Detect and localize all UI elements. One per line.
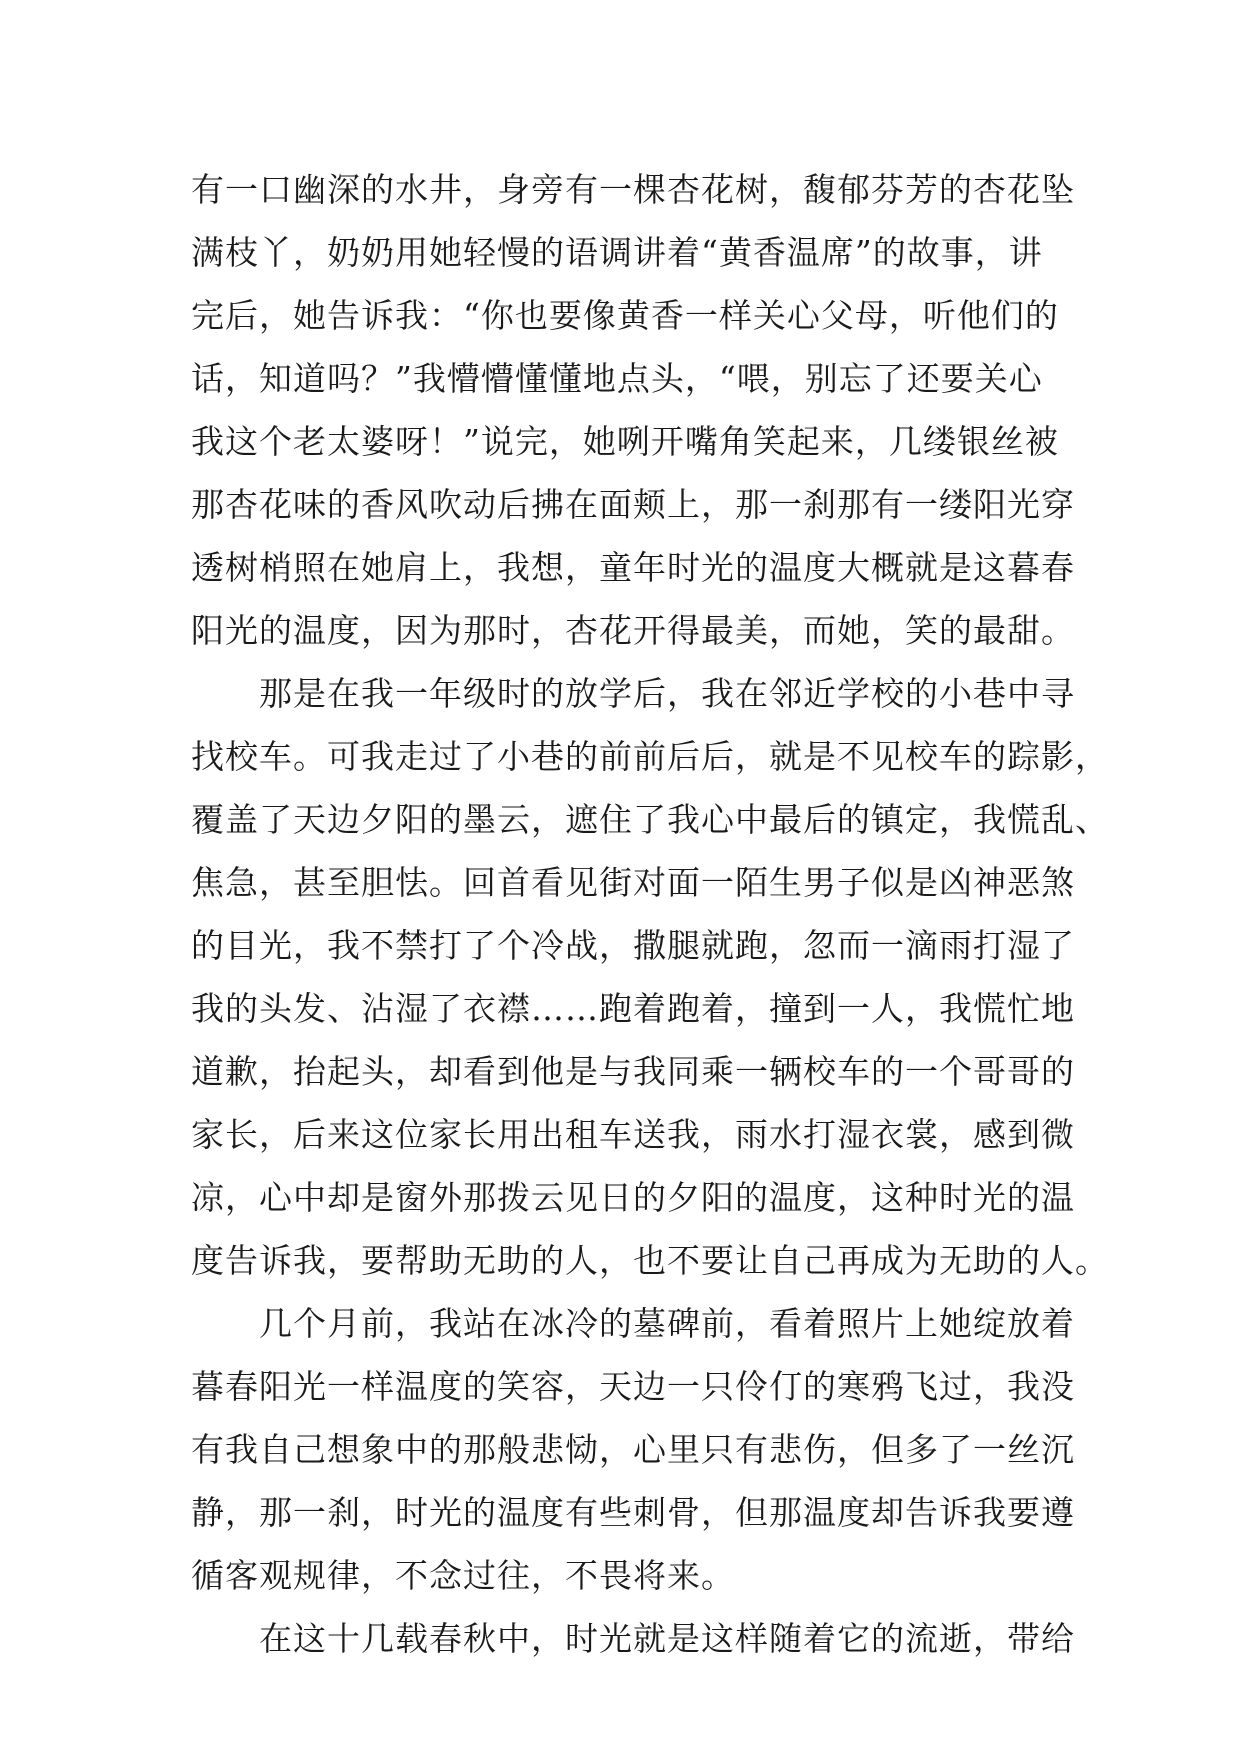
text-line: 度告诉我，要帮助无助的人，也不要让自己再成为无助的人。 xyxy=(191,1241,1109,1280)
text-line: 静，那一刹，时光的温度有些刺骨，但那温度却告诉我要遵 xyxy=(191,1493,1075,1532)
text-line: 完后，她告诉我：“你也要像黄香一样关心父母，听他们的 xyxy=(191,296,1059,335)
text-line: 有我自己想象中的那般悲恸，心里只有悲伤，但多了一丝沉 xyxy=(191,1430,1075,1469)
text-line: 在这十几载春秋中，时光就是这样随着它的流逝，带给 xyxy=(191,1619,1075,1658)
text-line: 透树梢照在她肩上，我想，童年时光的温度大概就是这暮春 xyxy=(191,548,1075,587)
text-line: 循客观规律，不念过往，不畏将来。 xyxy=(191,1556,735,1595)
text-line: 几个月前，我站在冰冷的墓碑前，看着照片上她绽放着 xyxy=(191,1304,1075,1343)
text-line: 家长，后来这位家长用出租车送我，雨水打湿衣裳，感到微 xyxy=(191,1115,1075,1154)
body-text xyxy=(191,158,1109,1670)
text-line: 那杏花味的香风吹动后拂在面颊上，那一刹那有一缕阳光穿 xyxy=(191,485,1075,524)
text-line: 道歉，抬起头，却看到他是与我同乘一辆校车的一个哥哥的 xyxy=(191,1052,1075,1091)
text-line: 覆盖了天边夕阳的墨云，遮住了我心中最后的镇定，我慌乱、 xyxy=(191,800,1109,839)
text-line: 找校车。可我走过了小巷的前前后后，就是不见校车的踪影， xyxy=(191,737,1109,776)
text-line: 有一口幽深的水井，身旁有一棵杏花树，馥郁芬芳的杏花坠 xyxy=(191,170,1075,209)
text-line: 话，知道吗？”我懵懵懂懂地点头，“喂，别忘了还要关心 xyxy=(191,359,1043,398)
text-line: 凉，心中却是窗外那拨云见日的夕阳的温度，这种时光的温 xyxy=(191,1178,1075,1217)
text-line: 焦急，甚至胆怯。回首看见街对面一陌生男子似是凶神恶煞 xyxy=(191,863,1075,902)
text-line: 暮春阳光一样温度的笑容，天边一只伶仃的寒鸦飞过，我没 xyxy=(191,1367,1075,1406)
text-line: 那是在我一年级时的放学后，我在邻近学校的小巷中寻 xyxy=(191,674,1075,713)
text-line: 我这个老太婆呀！”说完，她咧开嘴角笑起来，几缕银丝被 xyxy=(191,422,1059,461)
text-line: 阳光的温度，因为那时，杏花开得最美，而她，笑的最甜。 xyxy=(191,611,1075,650)
text-line: 满枝丫，奶奶用她轻慢的语调讲着“黄香温席”的故事，讲 xyxy=(191,233,1043,272)
text-line: 我的头发、沾湿了衣襟……跑着跑着，撞到一人，我慌忙地 xyxy=(191,989,1075,1028)
text-line: 的目光，我不禁打了个冷战，撒腿就跑，忽而一滴雨打湿了 xyxy=(191,926,1075,965)
